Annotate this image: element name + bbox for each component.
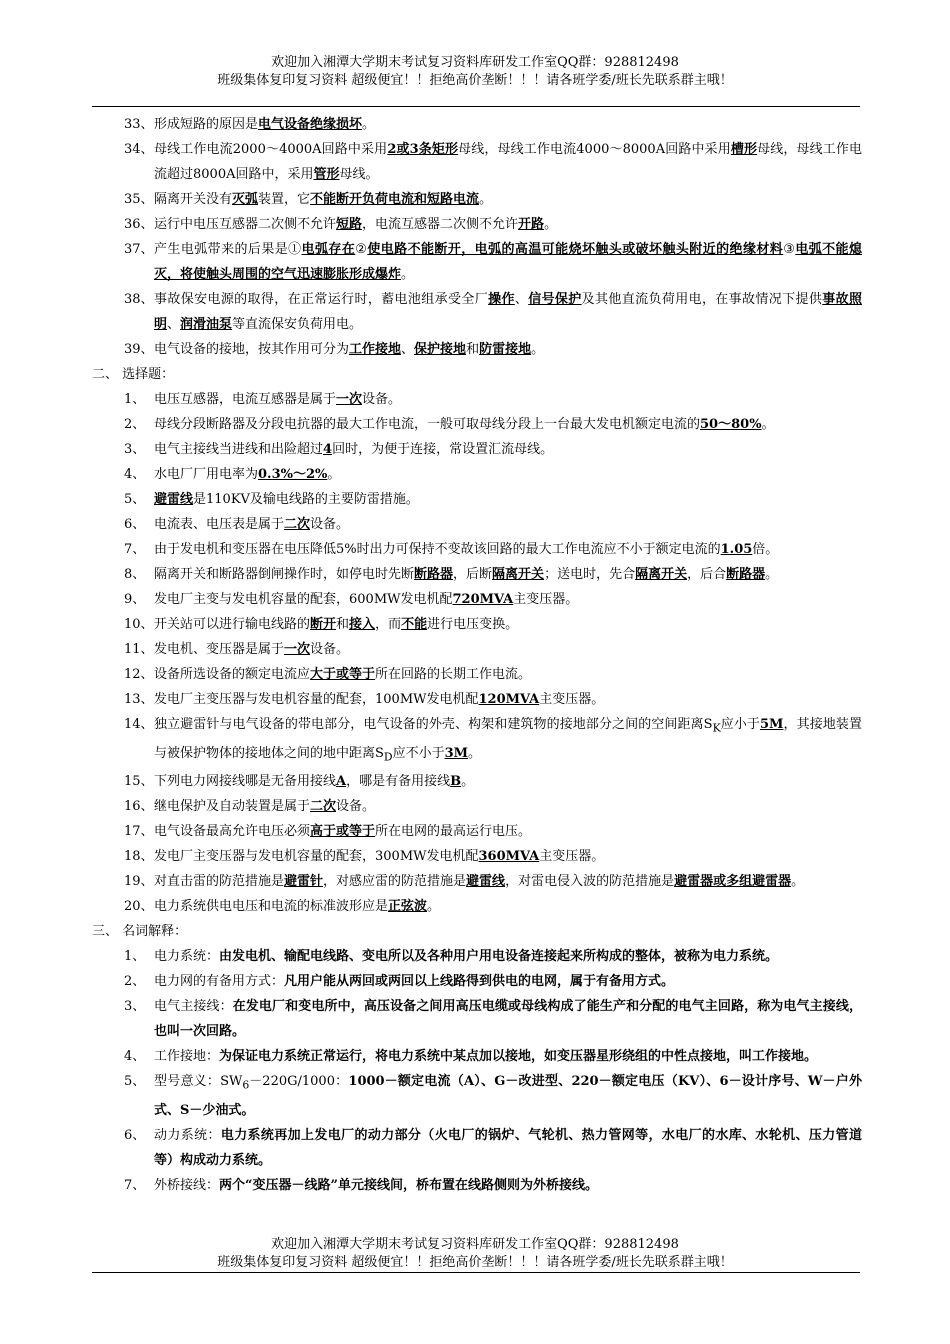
choice-item-9: 9、 发电厂主变与发电机容量的配套，600MW发电机配720MVA主变压器。 <box>124 592 579 607</box>
choice-item-2: 2、 母线分段断路器及分段电抗器的最大工作电流，一般可取母线分段上一台最大发电机额定电流的50～80%。 <box>124 417 775 432</box>
document-body <box>0 112 950 1198</box>
term-item-6: 6、 动力系统：电力系统再加上发电厂的动力部分（火电厂的锅炉、气轮机、热力管网等，水电厂的水库、水轮机、压力管道等）构成动力系统。 <box>124 1127 862 1168</box>
answer: 避雷线 <box>154 492 194 507</box>
choice-item-10: 10、 开关站可以进行输电线路的断开和接入，而不能进行电压变换。 <box>124 617 519 632</box>
answer: 信号保护 <box>528 292 582 307</box>
answer: 断路器 <box>414 567 454 582</box>
answer: 防雷接地 <box>479 342 532 357</box>
answer: 断开 <box>310 617 337 632</box>
choice-item-19: 19、 对直击雷的防范措施是避雷针，对感应雷的防范措施是避雷线，对雷电侵入波的防范措施是避雷器或多组避雷器。 <box>124 874 805 890</box>
answer: 润滑油泵 <box>180 317 233 332</box>
choice-item-17: 17、 电气设备最高允许电压必须高于或等于所在电网的最高运行电压。 <box>124 824 532 840</box>
choice-item-8: 8、 隔离开关和断路器倒闸操作时，如停电时先断断路器，后断隔离开关；送电时，先合隔离开关，后合断路器。 <box>124 567 779 582</box>
answer: 不能 <box>401 617 428 632</box>
section-heading-terms: 三、 名词解释： <box>92 924 188 940</box>
answer: 灭弧 <box>232 192 259 207</box>
answer: 2或3条矩形 <box>387 142 459 157</box>
definition: 在发电厂和变电所中，高压设备之间用高压电缆或母线构成了能生产和分配的电气主回路，称为电气主接线，也叫一次回路。 <box>154 999 862 1040</box>
choice-item-18: 18、 发电厂主变压器与发电机容量的配套，300MW发电机配360MVA主变压器。 <box>124 849 605 865</box>
term-item-4: 4、 工作接地：为保证电力系统正常运行，将电力系统中某点加以接地，如变压器星形绕组的中性点接地，叫工作接地。 <box>124 1049 818 1065</box>
answer: 隔离开关 <box>635 567 688 582</box>
answer: 工作接地 <box>349 342 402 357</box>
definition: 电力系统再加上发电厂的动力部分（火电厂的锅炉、气轮机、热力管网等，水电厂的水库、水轮机、压力管道等）构成动力系统。 <box>154 1127 862 1168</box>
footer-rule <box>92 1272 860 1273</box>
choice-item-4: 4、 水电厂厂用电率为0.3%～2%。 <box>124 467 341 482</box>
page-footer <box>0 1236 950 1272</box>
answer: 120MVA <box>478 692 540 707</box>
answer: 使电路不能断开，电弧的高温可能烧坏触头或破坏触头附近的绝缘材料 <box>367 242 784 257</box>
choice-item-11: 11、 发电机、变压器是属于一次设备。 <box>124 642 350 657</box>
answer: 开路 <box>518 217 545 232</box>
term-item-2: 2、 电力网的有备用方式：凡用户能从两回或两回以上线路得到供电的电网，属于有备用方式。 <box>124 974 675 990</box>
answer: 大于或等于 <box>310 667 376 682</box>
answer: 一次 <box>284 642 311 657</box>
choice-item-7: 7、 由于发电机和变压器在电压降低5%时出力可保持不变故该回路的最大工作电流应不小于额定电流的1.05倍。 <box>124 542 779 557</box>
page-header <box>0 54 950 90</box>
footer-line-2: 班级集体复印复习资料 超级便宜！！拒绝高价垄断！！！请各班学委/班长先联系群主哦！ <box>217 1255 733 1270</box>
answer: 短路 <box>336 217 363 232</box>
choice-item-1: 1、 电压互感器，电流互感器是属于一次设备。 <box>124 392 402 407</box>
fill-item-34: 34、 母线工作电流2000～4000A回路中采用2或3条矩形母线，母线工作电流4000～8000A回路中采用槽形母线，母线工作电流超过8000A回路中，采用管形母线。 <box>124 142 862 182</box>
section-heading-choice: 二、 选择题： <box>92 367 175 382</box>
header-line-2: 班级集体复印复习资料 超级便宜！！拒绝高价垄断！！！请各班学委/班长先联系群主哦！ <box>217 73 733 88</box>
choice-item-15: 15、 下列电力网接线哪是无备用接线A，哪是有备用接线B。 <box>124 774 475 790</box>
header-line-1: 欢迎加入湘潭大学期末考试复习资料库研发工作室QQ群：928812498 <box>271 55 679 70</box>
fill-item-38: 38、 事故保安电源的取得，在正常运行时，蓄电池组承受全厂操作、信号保护及其他直流负荷用电，在事故情况下提供事故照明、润滑油泵等直流保安负荷用电。 <box>124 292 862 332</box>
answer: 3M <box>444 745 469 761</box>
fill-item-36: 36、 运行中电压互感器二次侧不允许短路，电流互感器二次侧不允许开路。 <box>124 217 558 232</box>
answer: 5M <box>760 717 784 732</box>
choice-item-13: 13、 发电厂主变压器与发电机容量的配套，100MW发电机配120MVA主变压器。 <box>124 692 605 707</box>
answer: 二次 <box>284 517 311 532</box>
answer: 50～80% <box>700 417 762 432</box>
answer: B <box>450 774 462 790</box>
fill-item-35: 35、 隔离开关没有灭弧装置，它不能断开负荷电流和短路电流。 <box>124 192 493 207</box>
term-item-1: 1、 电力系统：由发电机、输配电线路、变电所以及各种用户用电设备连接起来所构成的整体，被称为电力系统。 <box>124 949 779 965</box>
definition: 凡用户能从两回或两回以上线路得到供电的电网，属于有备用方式。 <box>284 974 675 990</box>
answer: 管形 <box>313 167 340 182</box>
answer: 正弦波 <box>388 899 428 915</box>
term-item-5: 5、 型号意义：$SW_6-220G/1000$：1000－额定电流（A）、G－改进型、220－额定电压（KV）、6－设计序号、W－户外式、S－少油式。 <box>124 1074 862 1118</box>
fill-item-37: 37、 产生电弧带来的后果是①电弧存在②使电路不能断开，电弧的高温可能烧坏触头或破坏触头附近的绝缘材料③电弧不能熄灭，将使触头周围的空气迅速膨胀形成爆炸。 <box>124 242 862 282</box>
answer: 避雷线 <box>466 874 506 890</box>
answer: 不能断开负荷电流和短路电流 <box>310 192 480 207</box>
answer: 一次 <box>336 392 363 407</box>
answer: A <box>336 774 347 790</box>
term-item-7: 7、 外桥接线：两个“变压器－线路”单元接线间，桥布置在线路侧则为外桥接线。 <box>124 1177 598 1193</box>
answer: 操作 <box>488 292 515 307</box>
definition: 由发电机、输配电线路、变电所以及各种用户用电设备连接起来所构成的整体，被称为电力系统。 <box>219 949 779 965</box>
footer-line-1: 欢迎加入湘潭大学期末考试复习资料库研发工作室QQ群：928812498 <box>271 1237 679 1252</box>
answer: 高于或等于 <box>310 824 376 840</box>
choice-item-6: 6、 电流表、电压表是属于二次设备。 <box>124 517 350 532</box>
choice-item-14: 14、 独立避雷针与电气设备的带电部分，电气设备的外壳、构架和建筑物的接地部分之间的空间距离$S_K$应小于5M，其接地装置与被保护物体的接地体之间的地中距离$S_D$应不小于3M。 <box>124 717 862 764</box>
answer: 避雷针 <box>284 874 324 890</box>
answer: 事故照明 <box>154 292 862 332</box>
answer: 保护接地 <box>414 342 467 357</box>
definition: 两个“变压器－线路”单元接线间，桥布置在线路侧则为外桥接线。 <box>219 1177 598 1193</box>
choice-item-12: 12、 设备所选设备的额定电流应大于或等于所在回路的长期工作电流。 <box>124 667 532 682</box>
fill-item-39: 39、 电气设备的接地，按其作用可分为工作接地、保护接地和防雷接地。 <box>124 342 545 357</box>
answer: 1.05 <box>720 542 753 557</box>
definition: 为保证电力系统正常运行，将电力系统中某点加以接地，如变压器星形绕组的中性点接地，叫工作接地。 <box>219 1049 818 1065</box>
answer: 电弧存在 <box>301 242 356 257</box>
answer: 0.3%～2% <box>258 467 328 482</box>
answer: 720MVA <box>452 592 514 607</box>
term-item-3: 3、 电气主接线：在发电厂和变电所中，高压设备之间用高压电缆或母线构成了能生产和分配的电气主回路，称为电气主接线，也叫一次回路。 <box>124 999 862 1040</box>
choice-item-3: 3、 电气主接线当进线和出险超过4回时，为便于连接，常设置汇流母线。 <box>124 442 554 457</box>
answer: 隔离开关 <box>492 567 545 582</box>
answer: 电弧不能熄灭，将使触头周围的空气迅速膨胀形成爆炸 <box>154 242 862 282</box>
choice-item-20: 20、 电力系统供电电压和电流的标准波形应是正弦波。 <box>124 899 441 915</box>
answer: 断路器 <box>726 567 766 582</box>
definition: 1000－额定电流（A）、G－改进型、220－额定电压（KV）、6－设计序号、W－户外式、S－少油式。 <box>154 1074 862 1118</box>
answer: 二次 <box>310 799 337 815</box>
fill-item-33: 33、 形成短路的原因是电气设备绝缘损坏。 <box>124 117 376 132</box>
answer: 360MVA <box>478 849 540 865</box>
answer: 槽形 <box>730 142 758 157</box>
answer: 避雷器或多组避雷器 <box>674 874 792 890</box>
choice-item-5: 5、 避雷线是110KV及输电线路的主要防雷措施。 <box>124 492 419 507</box>
answer: 电气设备绝缘损坏 <box>258 117 363 132</box>
answer: 接入 <box>349 617 376 632</box>
choice-item-16: 16、 继电保护及自动装置是属于二次设备。 <box>124 799 376 815</box>
answer: 4 <box>323 442 333 457</box>
header-rule <box>92 106 860 107</box>
